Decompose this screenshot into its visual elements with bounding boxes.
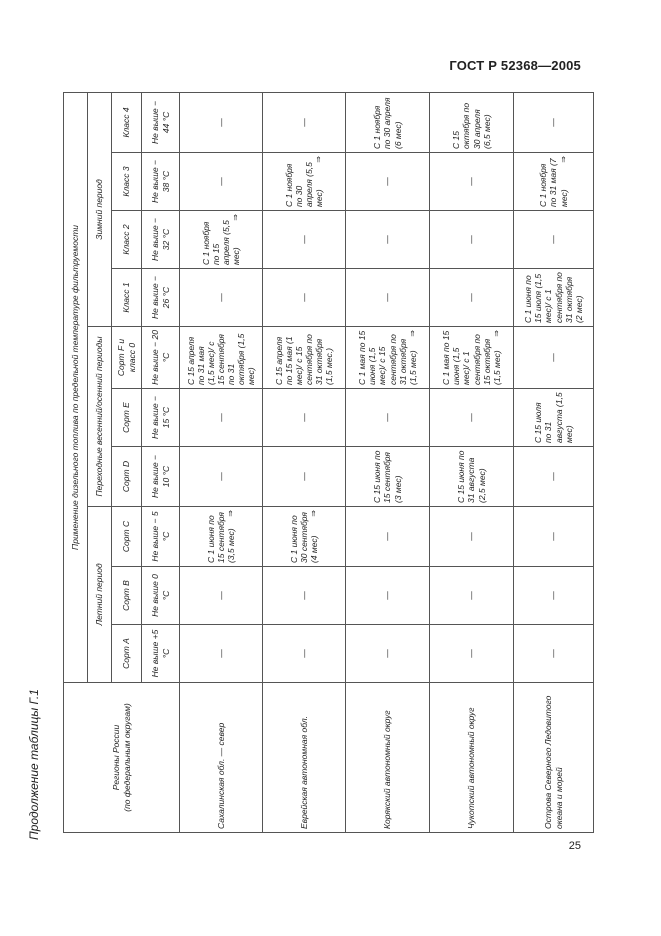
empty-period-cell: — bbox=[430, 153, 514, 211]
empty-period-cell: — bbox=[430, 507, 514, 567]
period-cell bbox=[263, 153, 346, 211]
empty-period-cell: — bbox=[514, 447, 594, 507]
empty-period-cell: — bbox=[263, 389, 346, 447]
period-text: С 1 ноября по 31 мая (7 мес) bbox=[538, 158, 569, 207]
fuel-application-table bbox=[63, 92, 594, 833]
temperature-limit-header: Не выше − 10 °C bbox=[142, 447, 180, 507]
right-arrow-icon: ⇒ bbox=[558, 156, 568, 163]
region-cell: Чукотский автономный округ bbox=[430, 683, 514, 833]
empty-period-cell: — bbox=[263, 625, 346, 683]
empty-period-cell: — bbox=[346, 625, 430, 683]
period-text: С 1 ноября по 30 апреля (5,5 мес) bbox=[283, 162, 325, 207]
period-cell bbox=[180, 211, 263, 269]
empty-period-cell: — bbox=[180, 447, 263, 507]
temperature-limit-header: Не выше − 32 °C bbox=[142, 211, 180, 269]
grade-header: Класс 1 bbox=[112, 269, 142, 327]
grade-header: Сорт E bbox=[112, 389, 142, 447]
period-text: С 15 апреля по 31 мая (1,5 мес)/ с 15 сентября по 31 октября (1,5 мес) bbox=[185, 333, 257, 385]
table-row bbox=[263, 92, 346, 832]
grade-header: Класс 4 bbox=[112, 92, 142, 152]
empty-period-cell: — bbox=[263, 211, 346, 269]
empty-period-cell: — bbox=[346, 389, 430, 447]
period-text: С 1 июня по 15 июля (1,5 мес)/ с 1 сентября по 31 октября (2 мес) bbox=[523, 272, 584, 323]
empty-period-cell: — bbox=[514, 327, 594, 389]
grade-header: Сорт A bbox=[112, 625, 142, 683]
grade-header: Сорт D bbox=[112, 447, 142, 507]
period-cell bbox=[346, 327, 430, 389]
period-cell bbox=[263, 507, 346, 567]
region-cell: Сахалинская обл. — север bbox=[180, 683, 263, 833]
temperature-limit-header: Не выше 0 °C bbox=[142, 567, 180, 625]
temperature-limit-header: Не выше − 26 °C bbox=[142, 269, 180, 327]
empty-period-cell: — bbox=[346, 153, 430, 211]
empty-period-cell: — bbox=[514, 92, 594, 152]
temperature-limit-header: Не выше − 20 °C bbox=[142, 327, 180, 389]
period-text: С 15 апреля по 15 мая (1 мес)/ с 15 сентября по 31 октября (1,5 мес.) bbox=[273, 334, 335, 385]
period-text: С 1 июня по 15 сентября (3,5 мес) bbox=[205, 512, 236, 563]
grade-header: Сорт B bbox=[112, 567, 142, 625]
period-text: С 15 июня по 15 сентября (3 мес) bbox=[372, 450, 403, 503]
period-cell bbox=[263, 327, 346, 389]
temperature-limit-header: Не выше − 15 °C bbox=[142, 389, 180, 447]
period-cell bbox=[430, 92, 514, 152]
empty-period-cell: — bbox=[180, 92, 263, 152]
table-row bbox=[430, 92, 514, 832]
right-arrow-icon: ⇒ bbox=[226, 510, 235, 517]
region-column-header: Регионы России (по федеральным округам) bbox=[64, 683, 180, 833]
empty-period-cell: — bbox=[430, 269, 514, 327]
period-text: С 1 июня по 30 сентября (4 мес) bbox=[288, 512, 319, 563]
period-text: С 1 мая по 15 июня (1,5 мес)/ с 15 сентября по 31 октября (1,5 мес) bbox=[357, 330, 418, 385]
region-cell: Еврейская автономная обл. bbox=[263, 683, 346, 833]
temperature-limit-header: Не выше − 38 °C bbox=[142, 153, 180, 211]
table-caption: Продолжение таблицы Г.1 bbox=[27, 689, 41, 840]
empty-period-cell: — bbox=[180, 625, 263, 683]
empty-period-cell: — bbox=[180, 153, 263, 211]
empty-period-cell: — bbox=[514, 567, 594, 625]
period-text: С 15 октября по 30 апреля (6,5 мес) bbox=[451, 102, 492, 149]
document-standard-number: ГОСТ Р 52368—2005 bbox=[449, 58, 581, 73]
empty-period-cell: — bbox=[346, 269, 430, 327]
right-arrow-icon: ⇒ bbox=[309, 510, 318, 517]
table-row bbox=[346, 92, 430, 832]
empty-period-cell: — bbox=[263, 269, 346, 327]
right-arrow-icon: ⇒ bbox=[491, 330, 501, 337]
grade-header: Класс 3 bbox=[112, 153, 142, 211]
region-cell: Корякский автономный округ bbox=[346, 683, 430, 833]
transition-period-header: Переходные весенний/осенний периоды bbox=[88, 327, 112, 507]
empty-period-cell: — bbox=[263, 567, 346, 625]
temperature-limit-header: Не выше +5 °C bbox=[142, 625, 180, 683]
empty-period-cell: — bbox=[346, 211, 430, 269]
empty-period-cell: — bbox=[430, 389, 514, 447]
period-text: С 15 июля по 31 августа (1,5 мес) bbox=[533, 392, 574, 443]
empty-period-cell: — bbox=[514, 507, 594, 567]
empty-period-cell: — bbox=[346, 507, 430, 567]
empty-period-cell: — bbox=[430, 211, 514, 269]
empty-period-cell: — bbox=[180, 567, 263, 625]
period-cell bbox=[514, 389, 594, 447]
period-cell bbox=[514, 153, 594, 211]
region-cell: Острова Северного Ледовитого океана и морей bbox=[514, 683, 594, 833]
period-cell bbox=[180, 507, 263, 567]
table-row bbox=[514, 92, 594, 832]
page-number: 25 bbox=[568, 840, 581, 852]
period-cell bbox=[430, 327, 514, 389]
table-row bbox=[180, 92, 263, 832]
empty-period-cell: — bbox=[514, 211, 594, 269]
temperature-limit-header: Не выше − 5 °C bbox=[142, 507, 180, 567]
empty-period-cell: — bbox=[430, 625, 514, 683]
winter-period-header: Зимний период bbox=[88, 92, 112, 326]
grade-header: Сорт F и класс 0 bbox=[112, 327, 142, 389]
temperature-limit-header: Не выше − 44 °C bbox=[142, 92, 180, 152]
empty-period-cell: — bbox=[430, 567, 514, 625]
period-text: С 1 ноября по 30 апреля (6 мес) bbox=[372, 97, 403, 149]
empty-period-cell: — bbox=[263, 92, 346, 152]
main-header: Применение дизельного топлива по предельной температуре фильтруемости bbox=[64, 92, 88, 682]
period-cell bbox=[180, 327, 263, 389]
right-arrow-icon: ⇒ bbox=[231, 214, 241, 221]
period-text: С 15 июня по 31 августа (2,5 мес) bbox=[456, 450, 487, 503]
period-cell bbox=[346, 92, 430, 152]
period-cell bbox=[346, 447, 430, 507]
right-arrow-icon: ⇒ bbox=[407, 330, 417, 337]
summer-period-header: Летний период bbox=[88, 507, 112, 683]
rotated-table-wrapper bbox=[63, 93, 584, 833]
period-cell bbox=[430, 447, 514, 507]
empty-period-cell: — bbox=[263, 447, 346, 507]
period-text: С 1 ноября по 15 апреля (5,5 мес) bbox=[200, 220, 242, 265]
empty-period-cell: — bbox=[514, 625, 594, 683]
period-cell bbox=[514, 269, 594, 327]
empty-period-cell: — bbox=[346, 567, 430, 625]
grade-header: Класс 2 bbox=[112, 211, 142, 269]
period-text: С 1 мая по 15 июня (1,5 мес)/ с 1 сентября по 15 октября (1,5 мес) bbox=[441, 330, 502, 385]
empty-period-cell: — bbox=[180, 269, 263, 327]
grade-header: Сорт C bbox=[112, 507, 142, 567]
right-arrow-icon: ⇒ bbox=[314, 156, 324, 163]
empty-period-cell: — bbox=[180, 389, 263, 447]
